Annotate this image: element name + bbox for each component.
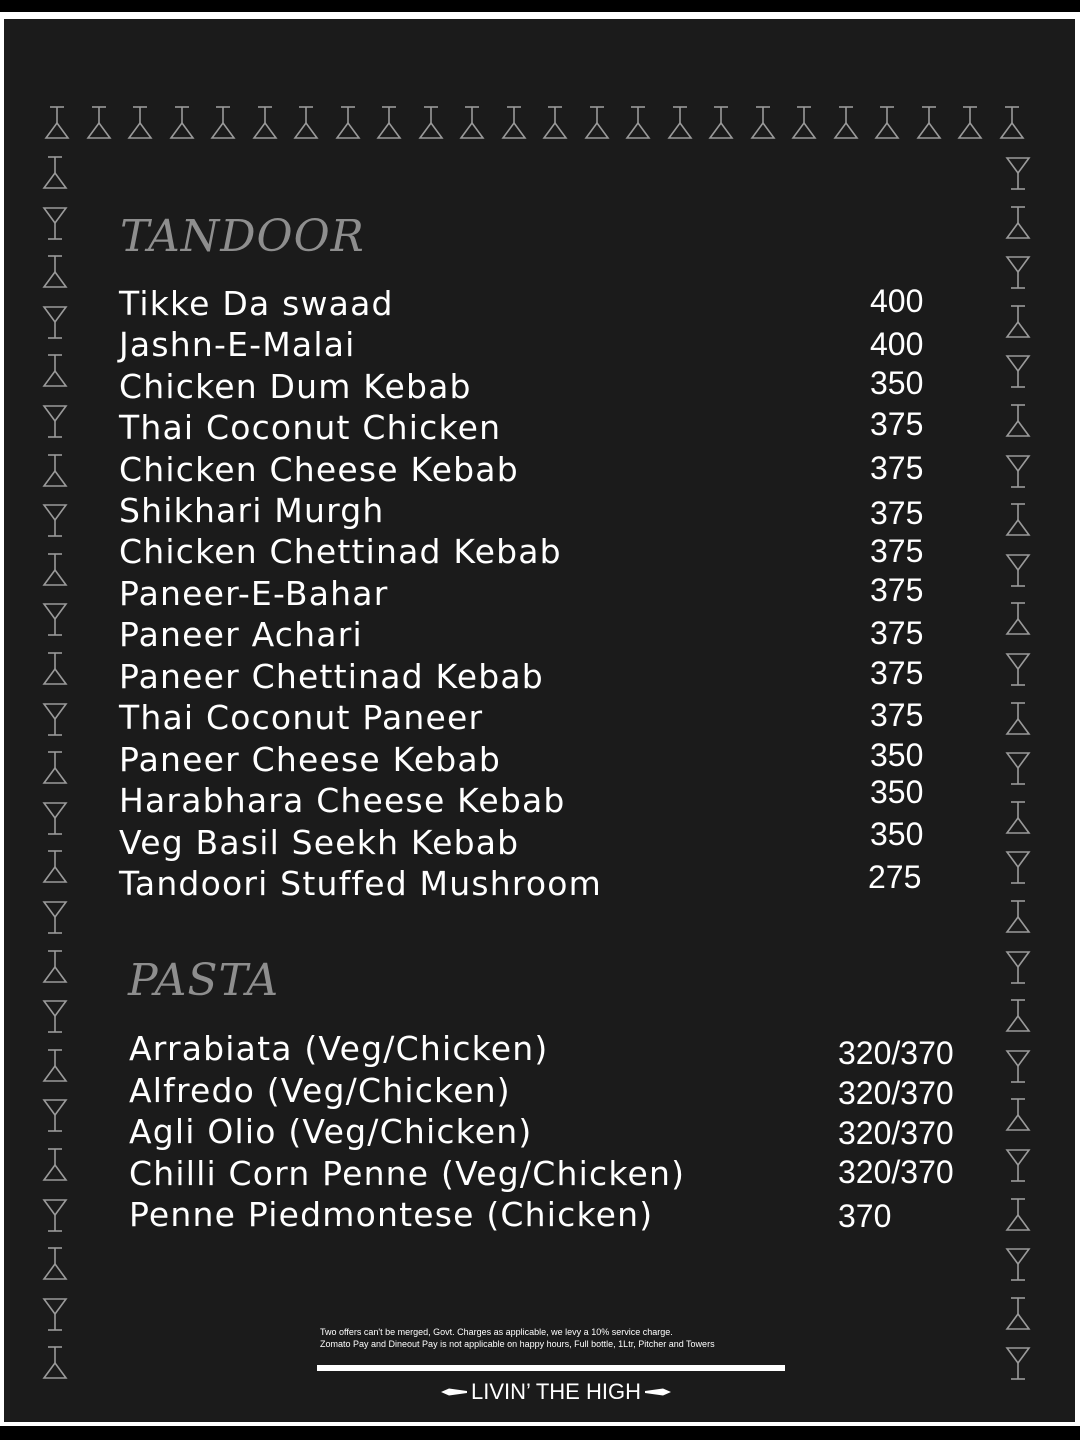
cocktail-glass-icon [125,105,155,141]
menu-item-price: 320/370 [838,1075,954,1111]
cocktail-glass-icon [40,899,70,935]
cocktail-glass-icon [1003,502,1033,538]
menu-item-price: 350 [870,365,924,401]
menu-item-name: Paneer Achari [119,615,363,654]
cocktail-glass-icon [1003,899,1033,935]
section-title-tandoor: TANDOOR [120,211,365,262]
menu-item-price: 320/370 [838,1154,954,1190]
cocktail-glass-icon [40,701,70,737]
menu-item-price: 275 [868,859,922,895]
cocktail-glass-icon [1003,750,1033,786]
cocktail-glass-icon [748,105,778,141]
cocktail-glass-icon [84,105,114,141]
menu-item-price: 350 [870,774,924,810]
cocktail-glass-icon [40,453,70,489]
cocktail-glass-icon [582,105,612,141]
cocktail-glass-icon [40,800,70,836]
menu-item-name: Paneer Chettinad Kebab [119,657,544,696]
cocktail-glass-icon [1003,1147,1033,1183]
cocktail-glass-icon [872,105,902,141]
menu-item-name: Thai Coconut Paneer [119,698,484,737]
cocktail-glass-icon [1003,849,1033,885]
arrow-left-icon [441,1387,467,1397]
cocktail-glass-icon [789,105,819,141]
menu-board [4,19,1075,1422]
bottom-black-bar [0,1426,1080,1440]
cocktail-glass-icon [955,105,985,141]
cocktail-glass-icon [1003,552,1033,588]
cocktail-glass-icon [1003,651,1033,687]
cocktail-glass-icon [40,502,70,538]
menu-item-name: Tikke Da swaad [119,284,394,323]
cocktail-glass-icon [40,601,70,637]
menu-item-name: Thai Coconut Chicken [119,408,502,447]
cocktail-glass-icon [997,105,1027,141]
cocktail-glass-icon [40,1197,70,1233]
section-title-pasta: PASTA [128,955,280,1006]
cocktail-glass-icon [1003,1048,1033,1084]
cocktail-glass-icon [1003,601,1033,637]
cocktail-glass-icon [40,949,70,985]
cocktail-glass-icon [40,155,70,191]
tagline-text: LIVIN’ THE HIGH [471,1379,641,1404]
terms-note [320,1326,800,1350]
cocktail-glass-icon [40,750,70,786]
cocktail-glass-icon [374,105,404,141]
menu-item-price: 370 [838,1198,892,1234]
menu-item-price: 350 [870,816,924,852]
cocktail-glass-icon [914,105,944,141]
cocktail-glass-icon [1003,1197,1033,1233]
cocktail-glass-icon [1003,800,1033,836]
menu-item-price: 320/370 [838,1115,954,1151]
top-black-bar [0,0,1080,12]
cocktail-glass-icon [1003,453,1033,489]
cocktail-glass-icon [1003,998,1033,1034]
cocktail-glass-icon [40,849,70,885]
cocktail-glass-icon [40,1147,70,1183]
menu-item-name: Agli Olio (Veg/Chicken) [129,1112,533,1151]
cocktail-glass-icon [1003,1097,1033,1133]
menu-item-name: Alfredo (Veg/Chicken) [129,1071,511,1110]
cocktail-glass-icon [40,353,70,389]
cocktail-glass-icon [416,105,446,141]
menu-item-name: Chicken Chettinad Kebab [119,532,562,571]
arrow-right-icon [645,1387,671,1397]
menu-item-name: Harabhara Cheese Kebab [119,781,566,820]
cocktail-glass-icon [40,1296,70,1332]
menu-item-price: 375 [870,495,924,531]
menu-item-price: 375 [870,655,924,691]
cocktail-glass-icon [665,105,695,141]
cocktail-glass-icon [208,105,238,141]
menu-item-price: 375 [870,615,924,651]
menu-item-price: 350 [870,737,924,773]
cocktail-glass-icon [40,1345,70,1381]
cocktail-glass-icon [42,105,72,141]
menu-item-name: Chicken Dum Kebab [119,367,472,406]
cocktail-glass-icon [40,304,70,340]
cocktail-glass-icon [457,105,487,141]
menu-item-name: Paneer-E-Bahar [119,574,389,613]
menu-item-name: Veg Basil Seekh Kebab [119,823,520,862]
cocktail-glass-icon [40,403,70,439]
menu-item-name: Penne Piedmontese (Chicken) [129,1195,654,1234]
terms-note-line: Zomato Pay and Dineout Pay is not applicable on happy hours, Full bottle, 1Ltr, Pitcher and Towers [320,1339,715,1349]
cocktail-glass-icon [40,552,70,588]
cocktail-glass-icon [1003,205,1033,241]
cocktail-glass-icon [1003,254,1033,290]
cocktail-glass-icon [623,105,653,141]
menu-item-price: 375 [870,697,924,733]
menu-item-name: Jashn-E-Malai [119,325,356,364]
cocktail-glass-icon [40,254,70,290]
menu-item-name: Shikhari Murgh [119,491,385,530]
cocktail-glass-icon [1003,1345,1033,1381]
menu-item-name: Chicken Cheese Kebab [119,450,519,489]
cocktail-glass-icon [40,651,70,687]
menu-item-name: Tandoori Stuffed Mushroom [119,864,603,903]
menu-item-price: 400 [870,326,924,362]
tagline [436,1378,676,1406]
cocktail-glass-icon [831,105,861,141]
cocktail-glass-icon [1003,304,1033,340]
menu-item-price: 400 [870,283,924,319]
cocktail-glass-icon [40,205,70,241]
menu-item-price: 375 [870,533,924,569]
cocktail-glass-icon [706,105,736,141]
menu-item-price: 320/370 [838,1035,954,1071]
menu-item-price: 375 [870,406,924,442]
menu-item-price: 375 [870,450,924,486]
cocktail-glass-icon [1003,1296,1033,1332]
menu-item-name: Arrabiata (Veg/Chicken) [129,1029,549,1068]
cocktail-glass-icon [499,105,529,141]
cocktail-glass-icon [1003,701,1033,737]
cocktail-glass-icon [40,1097,70,1133]
cocktail-glass-icon [333,105,363,141]
footer-divider [317,1365,785,1371]
cocktail-glass-icon [250,105,280,141]
cocktail-glass-icon [540,105,570,141]
terms-note-line: Two offers can't be merged, Govt. Charges as applicable, we levy a 10% service charge. [320,1327,673,1337]
menu-item-name: Paneer Cheese Kebab [119,740,501,779]
cocktail-glass-icon [40,1048,70,1084]
cocktail-glass-icon [40,1246,70,1282]
cocktail-glass-icon [1003,949,1033,985]
cocktail-glass-icon [40,998,70,1034]
cocktail-glass-icon [167,105,197,141]
cocktail-glass-icon [1003,1246,1033,1282]
cocktail-glass-icon [1003,353,1033,389]
cocktail-glass-icon [1003,403,1033,439]
menu-item-price: 375 [870,572,924,608]
cocktail-glass-icon [291,105,321,141]
menu-item-name: Chilli Corn Penne (Veg/Chicken) [129,1154,686,1193]
cocktail-glass-icon [1003,155,1033,191]
